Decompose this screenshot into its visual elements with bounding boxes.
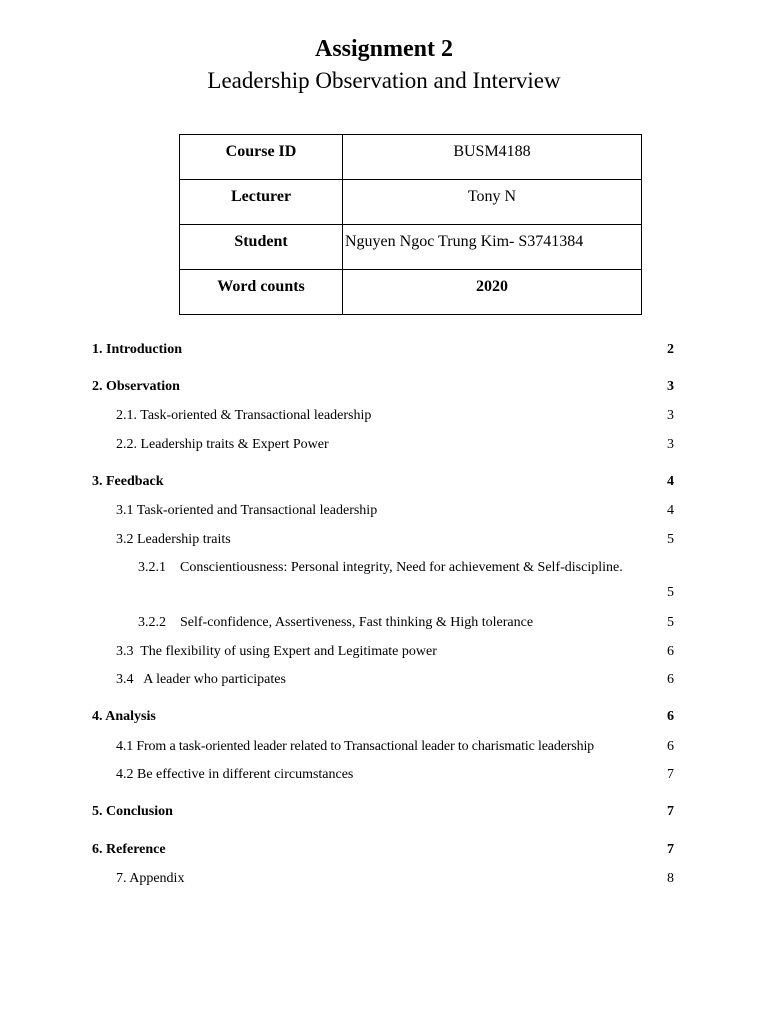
toc-entry-text: 3.1 Task-oriented and Transactional leadership xyxy=(116,503,378,518)
toc-entry-2-1[interactable] xyxy=(92,406,674,426)
toc-entry-text: 3.4 A leader who participates xyxy=(116,672,286,687)
toc-page-number: 7 xyxy=(667,804,674,819)
toc-page-number: 5 xyxy=(667,585,674,600)
toc-page-number: 5 xyxy=(667,615,674,630)
toc-entry-text: 4.2 Be effective in different circumstances xyxy=(116,767,354,782)
table-row xyxy=(180,135,642,180)
toc-entry-text: 5. Conclusion xyxy=(92,804,173,819)
toc-entry-3-4[interactable] xyxy=(92,670,674,690)
toc-entry-text: 4.1 From a task-oriented leader related to Transactional leader to charismatic leadership xyxy=(116,739,595,754)
toc-entry-3-2-2[interactable] xyxy=(92,613,674,633)
toc-entry-observation[interactable] xyxy=(92,377,674,397)
table-row xyxy=(180,225,642,270)
toc-entry-appendix[interactable] xyxy=(92,869,674,889)
toc-page-number: 4 xyxy=(667,503,674,518)
toc-entry-text: 3.2.2 Self-confidence, Assertiveness, Fast thinking & High tolerance xyxy=(138,615,534,630)
toc-entry-text: 4. Analysis xyxy=(92,709,156,724)
toc-page-number: 2 xyxy=(667,342,674,357)
toc-entry-3-1[interactable] xyxy=(92,501,674,521)
document-title: Assignment 2 xyxy=(314,36,453,62)
student-value: Nguyen Ngoc Trung Kim- S3741384 xyxy=(343,225,642,270)
student-label: Student xyxy=(180,225,343,270)
toc-entry-3-2-1[interactable] xyxy=(92,558,674,578)
lecturer-label: Lecturer xyxy=(180,180,343,225)
toc-page-number: 6 xyxy=(667,644,674,659)
toc-entry-introduction[interactable] xyxy=(92,340,674,360)
toc-page-number: 8 xyxy=(667,871,674,886)
toc-page-number: 6 xyxy=(667,709,674,724)
toc-entry-4-2[interactable] xyxy=(92,765,674,785)
toc-entry-3-2[interactable] xyxy=(92,530,674,550)
toc-entry-text: 3.3 The flexibility of using Expert and Legitimate power xyxy=(116,644,437,659)
toc-entry-text: 6. Reference xyxy=(92,842,166,857)
toc-page-number: 7 xyxy=(667,842,674,857)
toc-page-number: 3 xyxy=(667,379,674,394)
word-counts-label: Word counts xyxy=(180,270,343,315)
toc-page-number: 7 xyxy=(667,767,674,782)
toc-entry-text: 3.2 Leadership traits xyxy=(116,532,231,547)
toc-entry-feedback[interactable] xyxy=(92,472,674,492)
toc-entry-4-1[interactable] xyxy=(92,737,674,757)
word-counts-value: 2020 xyxy=(343,270,642,315)
toc-page-number: 3 xyxy=(667,437,674,452)
toc-entry-text: 2.1. Task-oriented & Transactional leadership xyxy=(116,408,372,423)
toc-entry-reference[interactable] xyxy=(92,840,674,860)
toc-entry-2-2[interactable] xyxy=(92,435,674,455)
toc-entry-text: 1. Introduction xyxy=(92,342,182,357)
course-id-value: BUSM4188 xyxy=(343,135,642,180)
toc-page-number: 3 xyxy=(667,408,674,423)
table-row xyxy=(180,180,642,225)
toc-entry-text: 3. Feedback xyxy=(92,474,164,489)
toc-entry-3-3[interactable] xyxy=(92,642,674,662)
table-row xyxy=(180,270,642,315)
toc-page-number: 5 xyxy=(667,532,674,547)
toc-entry-analysis[interactable] xyxy=(92,707,674,727)
toc-entry-text: 2. Observation xyxy=(92,379,180,394)
toc-entry-3-2-1-page[interactable] xyxy=(92,583,674,603)
course-id-label: Course ID xyxy=(180,135,343,180)
toc-page-number: 6 xyxy=(667,739,674,754)
lecturer-value: Tony N xyxy=(343,180,642,225)
toc-entry-text: 2.2. Leadership traits & Expert Power xyxy=(116,437,329,452)
toc-page-number: 6 xyxy=(667,672,674,687)
toc-page-number: 4 xyxy=(667,474,674,489)
course-info-table xyxy=(179,134,642,315)
toc-entry-text: 7. Appendix xyxy=(116,871,185,886)
toc-entry-text: 3.2.1 Conscientiousness: Personal integrity, Need for achievement & Self-discipline. xyxy=(138,560,623,575)
toc-entry-conclusion[interactable] xyxy=(92,802,674,822)
document-subtitle: Leadership Observation and Interview xyxy=(207,68,561,93)
